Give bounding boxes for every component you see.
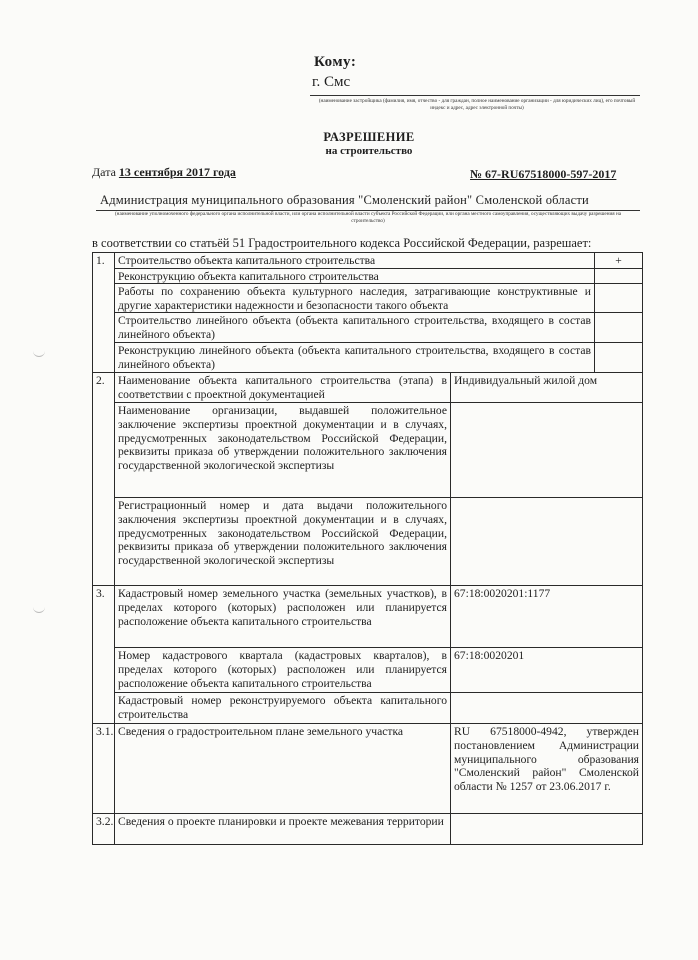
section-number: 3.2. xyxy=(93,814,115,845)
permit-number: № 67-RU67518000-597-2017 xyxy=(470,167,617,181)
table-row xyxy=(93,253,643,269)
row-mark xyxy=(595,343,643,373)
table-row xyxy=(93,648,643,693)
table-row xyxy=(93,268,643,284)
row-label: Регистрационный номер и дата выдачи положительного заключения экспертизы проектной документации и в случаях, предусмотренных законодательством Российской Федерации, реквизиты приказа об утверждении положительного заключения государственной экологической экспертизы xyxy=(115,498,451,586)
row-label: Реконструкцию линейного объекта (объекта капитального строительства, входящего в состав линейного объекта) xyxy=(115,343,595,373)
row-value xyxy=(451,403,643,498)
table-row xyxy=(93,343,643,373)
issue-date xyxy=(92,165,236,180)
document-title: РАЗРЕШЕНИЕ xyxy=(323,130,415,144)
issue-date-value: 13 сентября 2017 года xyxy=(118,165,236,179)
row-value: RU 67518000-4942, утвержден постановлением Администрации муниципального образования "Смоленский район" Смоленской области № 1257 от 23.06.2017 г. xyxy=(451,724,643,814)
row-value xyxy=(451,693,643,724)
row-label: Кадастровый номер земельного участка (земельных участков), в пределах которого (которых) расположен или планируется расположение объекта капитального строительства xyxy=(115,586,451,648)
table-row xyxy=(93,814,643,845)
issue-date-label: Дата xyxy=(92,165,116,179)
section-number: 3. xyxy=(93,586,115,724)
section-number: 1. xyxy=(93,253,115,373)
row-value xyxy=(451,498,643,586)
row-label: Наименование объекта капитального строительства (этапа) в соответствии с проектной документацией xyxy=(115,373,451,403)
row-label: Реконструкцию объекта капитального строительства xyxy=(115,268,595,284)
table-row xyxy=(93,284,643,313)
row-label: Кадастровый номер реконструируемого объекта капитального строительства xyxy=(115,693,451,724)
row-label: Сведения о проекте планировки и проекте межевания территории xyxy=(115,814,451,845)
document-subtitle: на строительство xyxy=(325,145,413,157)
row-label: Строительство линейного объекта (объекта капитального строительства, входящего в состав линейного объекта) xyxy=(115,313,595,343)
table-row xyxy=(93,724,643,814)
recipient-label: Кому: xyxy=(314,54,357,70)
permit-table xyxy=(92,252,643,845)
row-mark xyxy=(595,313,643,343)
table-row xyxy=(93,313,643,343)
table-row xyxy=(93,586,643,648)
section-number: 3.1. xyxy=(93,724,115,814)
row-value: 67:18:0020201:1177 xyxy=(451,586,643,648)
table-row xyxy=(93,373,643,403)
table-row xyxy=(93,403,643,498)
recipient-underline xyxy=(310,95,640,96)
intro-text: в соответствии со статьёй 51 Градостроительного кодекса Российской Федерации, разрешает: xyxy=(92,236,592,250)
row-mark xyxy=(595,284,643,313)
table-row xyxy=(93,498,643,586)
row-label: Работы по сохранению объекта культурного наследия, затрагивающие конструктивные и другие характеристики надежности и безопасности такого объекта xyxy=(115,284,595,313)
row-value xyxy=(451,814,643,845)
section-number: 2. xyxy=(93,373,115,586)
row-mark xyxy=(595,268,643,284)
recipient-caption: (наименование застройщика (фамилия, имя, отчество - для граждан, полное наименование организации - для юридических лиц), его почтовый индекс и адрес, адрес электронной почты) xyxy=(318,98,636,111)
punch-hole-mark xyxy=(33,606,45,613)
issuing-authority: Администрация муниципального образования "Смоленский район" Смоленской области xyxy=(100,193,589,207)
row-label: Сведения о градостроительном плане земельного участка xyxy=(115,724,451,814)
row-label: Номер кадастрового квартала (кадастровых кварталов), в пределах которого (которых) расположен или планируется расположение объекта капитального строительства xyxy=(115,648,451,693)
row-label: Наименование организации, выдавшей положительное заключение экспертизы проектной документации и в случаях, предусмотренных законодательством Российской Федерации, реквизиты приказа об утверждении положительного заключения государственной экологической экспертизы xyxy=(115,403,451,498)
row-value: 67:18:0020201 xyxy=(451,648,643,693)
row-label: Строительство объекта капитального строительства xyxy=(115,253,595,269)
authority-caption: (наименование уполномоченного федерального органа исполнительной власти, или органа исполнительной власти субъекта Российской Федерации, или органа местного самоуправления, осуществляющих выдачу разрешения на строительство) xyxy=(114,211,622,224)
row-mark: + xyxy=(595,253,643,269)
punch-hole-mark xyxy=(33,350,45,357)
row-value: Индивидуальный жилой дом xyxy=(451,373,643,403)
recipient-value: г. Смс xyxy=(312,74,351,90)
table-row xyxy=(93,693,643,724)
